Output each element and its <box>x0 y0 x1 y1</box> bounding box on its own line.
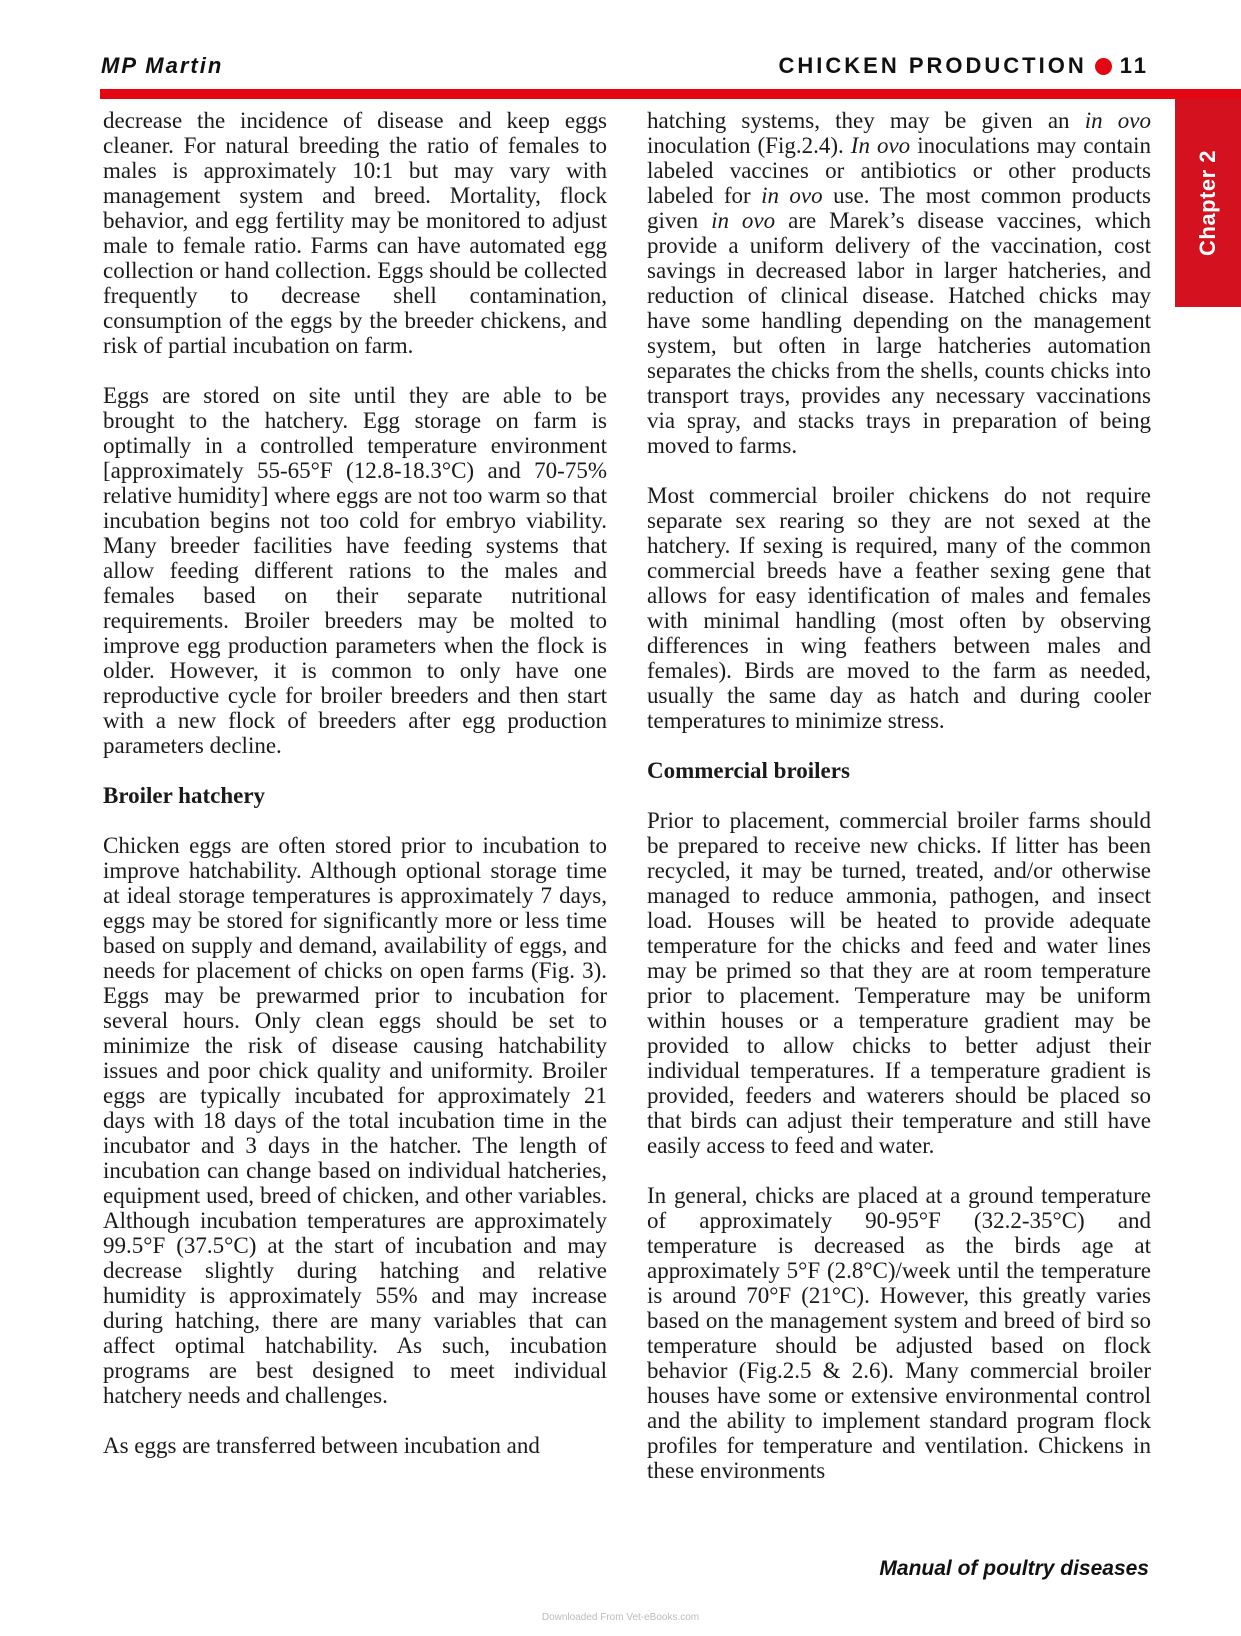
left-paragraph-1: decrease the incidence of disease and keep eggs cleaner. For natural breeding the ratio of females to males is approximately 10:1 but may vary with management system and breed. Mortality, flock behavior, and egg fertility may be monitored to adjust male to female ratio. Farms can have automated egg collection or hand collection. Eggs should be collected frequently to decrease shell contamination, consumption of the eggs by the breeder chickens, and risk of partial incubation on farm. <box>103 108 607 358</box>
red-dot-icon <box>1095 58 1112 75</box>
header-section <box>779 53 1150 79</box>
right-paragraph-1: hatching systems, they may be given an in ovo inoculation (Fig.2.4). In ovo inoculations may contain labeled vaccines or antibiotics or other products labeled for in ovo use. The most common products given in ovo are Marek’s disease vaccines, which provide a uniform delivery of the vaccination, cost savings in decreased labor in larger hatcheries, and reduction of clinical disease. Hatched chicks may have some handling depending on the management system, but often in large hatcheries automation separates the chicks from the shells, counts chicks into transport trays, provides any necessary vaccinations via spray, and stacks trays in preparation of being moved to farms. <box>647 108 1151 458</box>
heading-broiler-hatchery: Broiler hatchery <box>103 783 266 808</box>
page-number: 11 <box>1119 53 1149 78</box>
chapter-tab-label: Chapter 2 <box>1195 150 1220 256</box>
heading-commercial-broilers: Commercial broilers <box>647 758 850 783</box>
left-paragraph-4: As eggs are transferred between incubation and <box>103 1433 540 1458</box>
right-paragraph-2: Most commercial broiler chickens do not require separate sex rearing so they are not sexed at the hatchery. If sexing is required, many of the common commercial breeds have a feather sexing gene that allows for easy identification of males and females with minimal handling (most often by observing differences in wing feathers between males and females). Birds are moved to the farm as needed, usually the same day as hatch and during cooler temperatures to minimize stress. <box>647 483 1151 733</box>
left-column <box>103 108 607 1458</box>
right-paragraph-4: In general, chicks are placed at a ground temperature of approximately 90-95°F (32.2-35°C) and temperature is decreased as the birds age at approximately 5°F (2.8°C)/week until the temperature is around 70°F (21°C). However, this greatly varies based on the management system and breed of bird so temperature should be adjusted based on flock behavior (Fig.2.5 & 2.6). Many commercial broiler houses have some or extensive environmental control and the ability to implement standard program flock profiles for temperature and ventilation. Chickens in these environments <box>647 1183 1151 1483</box>
section-title: CHICKEN PRODUCTION <box>778 53 1087 78</box>
right-paragraph-3: Prior to placement, commercial broiler farms should be prepared to receive new chicks. If litter has been recycled, it may be turned, treated, and/or otherwise managed to reduce ammonia, pathogen, and insect load. Houses will be heated to provide adequate temperature for the chicks and feed and water lines may be primed so that they are at room temperature prior to placement. Temperature may be uniform within houses or a temperature gradient may be provided to allow chicks to better adjust their individual temperatures. If a temperature gradient is provided, feeders and waterers should be placed so that birds can adjust their temperature and still have easily access to feed and water. <box>647 808 1151 1158</box>
right-column <box>647 108 1151 1483</box>
footer-watermark: Downloaded From Vet-eBooks.com <box>541 1612 700 1623</box>
footer-book-title: Manual of poultry diseases <box>879 1557 1149 1580</box>
left-paragraph-3: Chicken eggs are often stored prior to incubation to improve hatchability. Although optional storage time at ideal storage temperatures is approximately 7 days, eggs may be stored for significantly more or less time based on supply and demand, availability of eggs, and needs for placement of chicks on open farms (Fig. 3). Eggs may be prewarmed prior to incubation for several hours. Only clean eggs should be set to minimize the risk of disease causing hatchability issues and poor chick quality and uniformity. Broiler eggs are typically incubated for approximately 21 days with 18 days of the total incubation time in the incubator and 3 days in the hatcher. The length of incubation can change based on individual hatcheries, equipment used, breed of chicken, and other variables. Although incubation temperatures are approximately 99.5°F (37.5°C) at the start of incubation and may decrease slightly during hatching and relative humidity is approximately 55% and may increase during hatching, there are many variables that can affect optimal hatchability. As such, incubation programs are best designed to meet individual hatchery needs and challenges. <box>103 833 607 1408</box>
header-author: MP Martin <box>101 53 224 78</box>
chapter-tab <box>1175 99 1241 307</box>
header-rule <box>100 89 1241 99</box>
left-paragraph-2: Eggs are stored on site until they are able to be brought to the hatchery. Egg storage on farm is optimally in a controlled temperature environment [approximately 55-65°F (12.8-18.3°C) and 70-75% relative humidity] where eggs are not too warm so that incubation begins not too cold for embryo viability. Many breeder facilities have feeding systems that allow feeding different rations to the males and females based on their separate nutritional requirements. Broiler breeders may be molted to improve egg production parameters when the flock is older. However, it is common to only have one reproductive cycle for broiler breeders and then start with a new flock of breeders after egg production parameters decline. <box>103 383 607 758</box>
